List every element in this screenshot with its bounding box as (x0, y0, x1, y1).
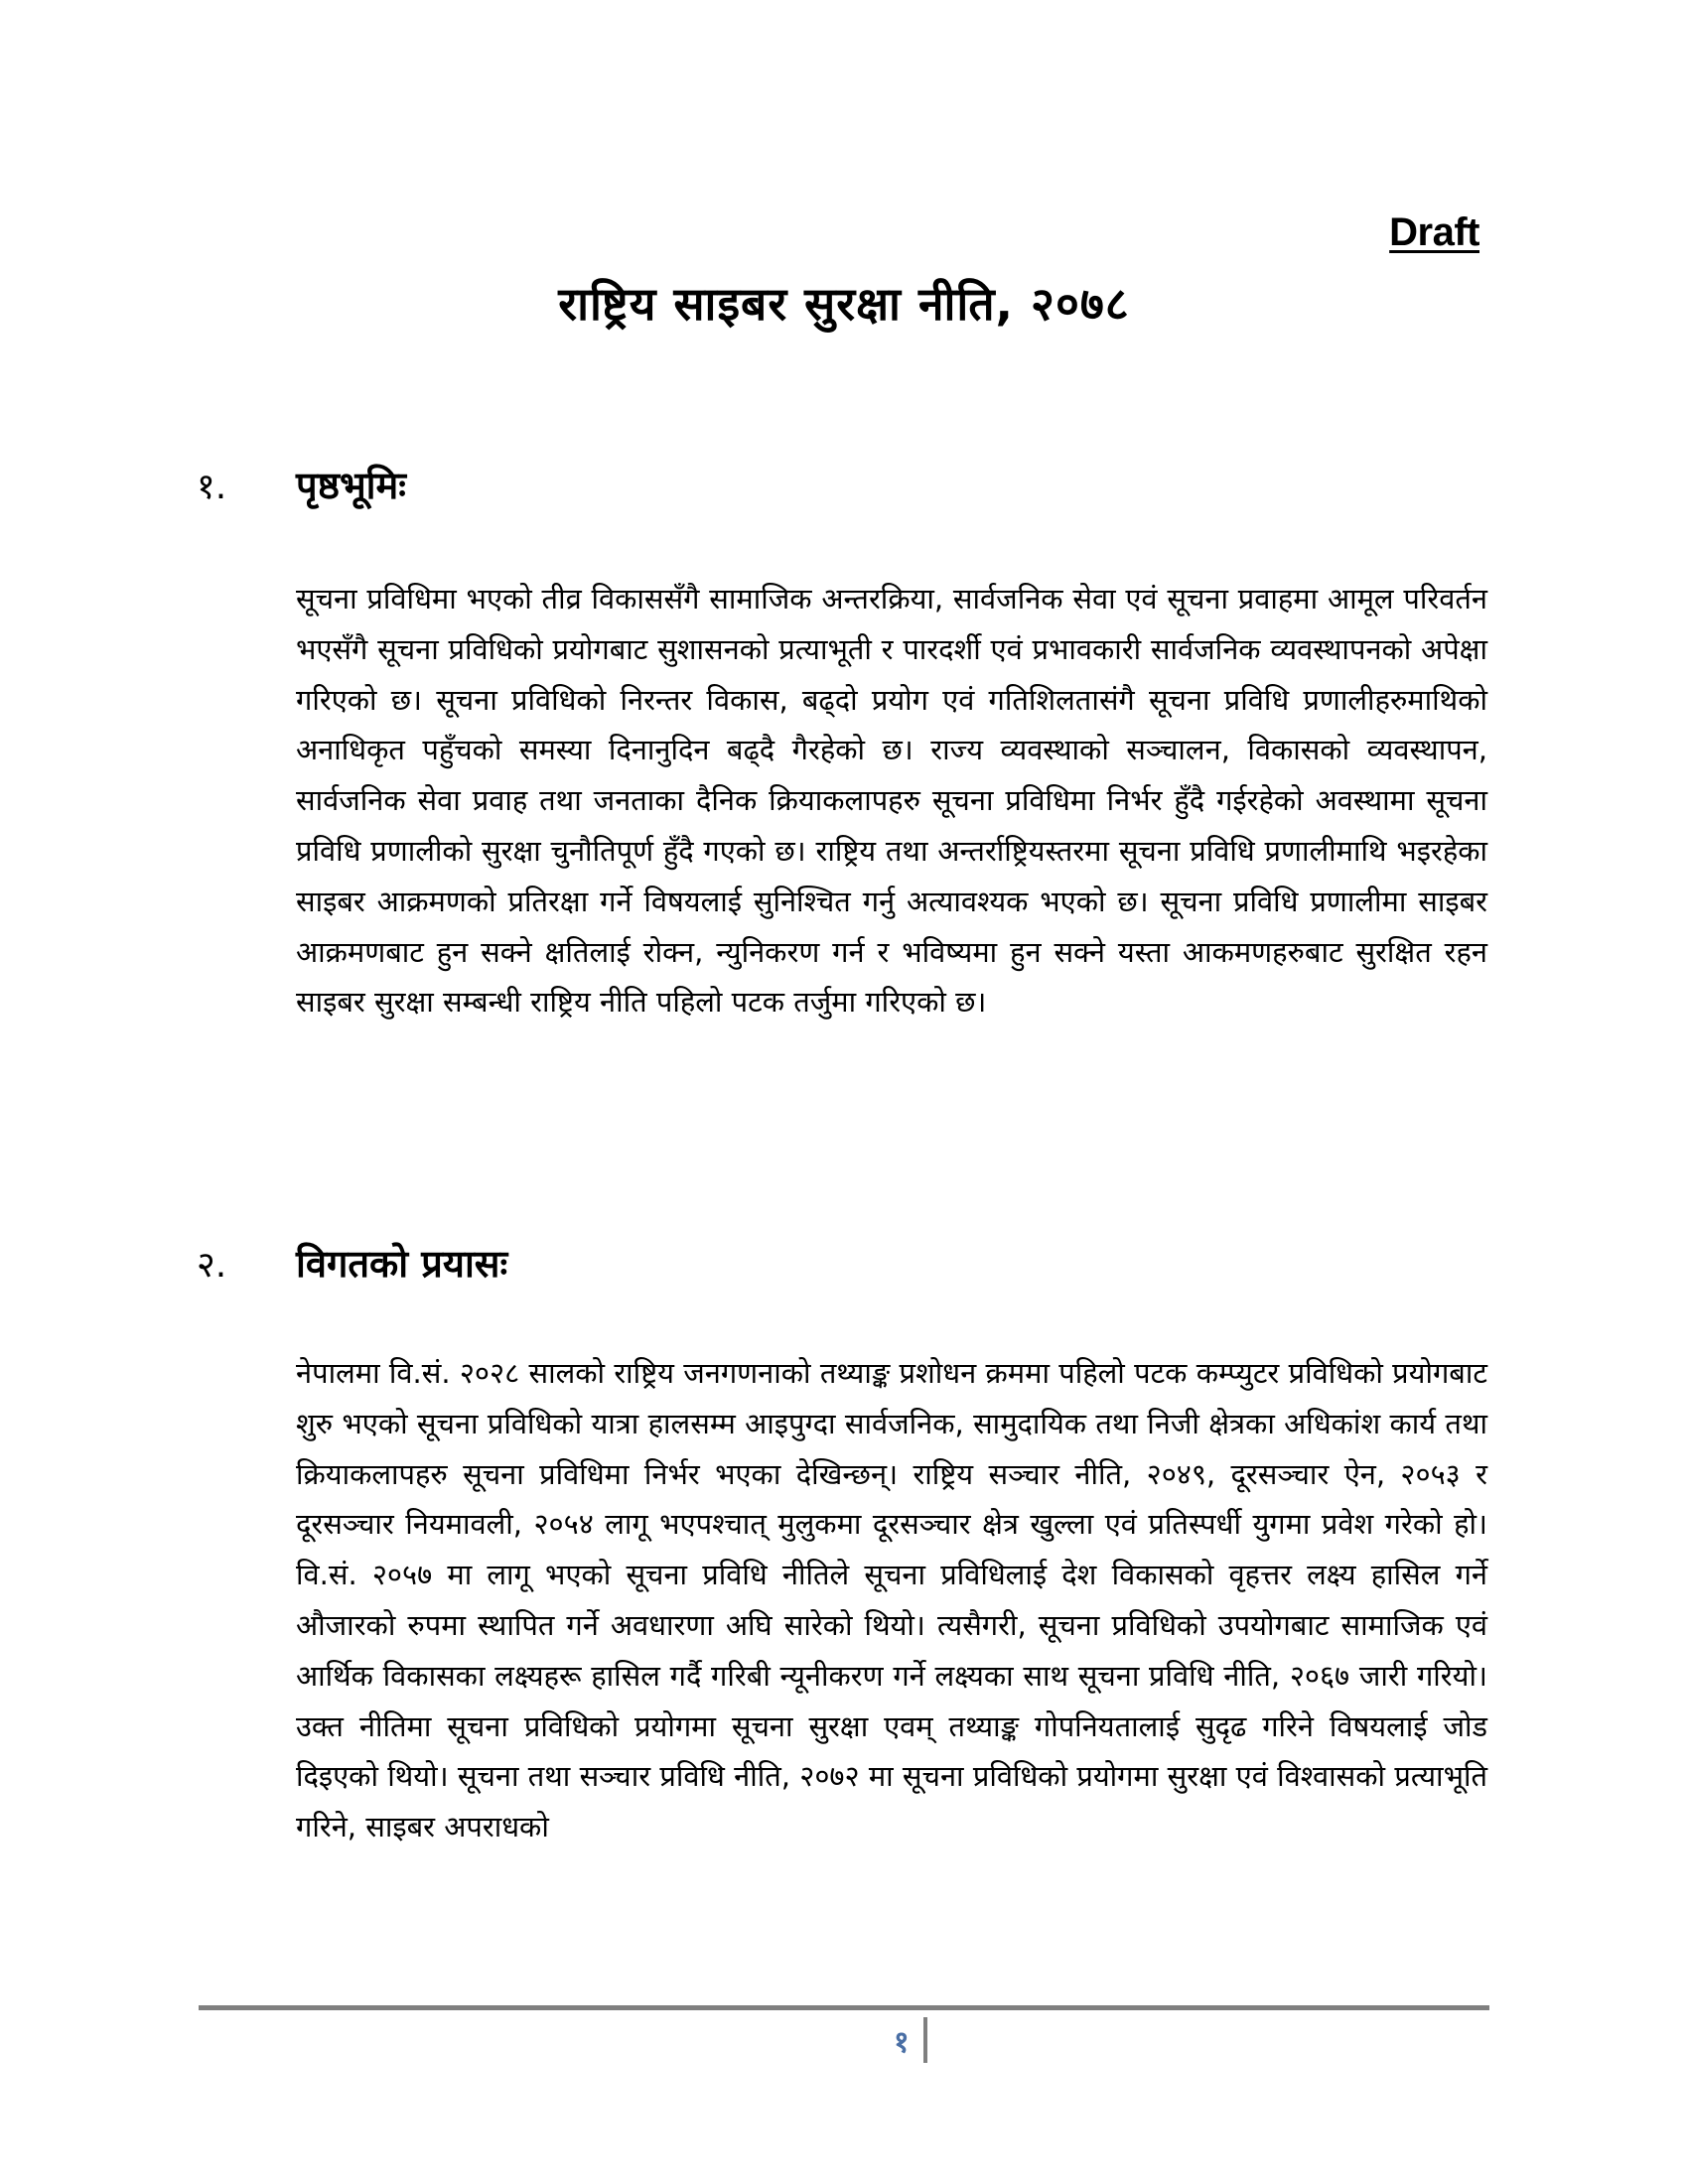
page-number: १ (894, 2024, 910, 2060)
section-number: १. (197, 467, 227, 507)
page-footer (894, 2017, 927, 2063)
section-paragraph-past-efforts: नेपालमा वि.सं. २०२८ सालको राष्ट्रिय जनगणनाको तथ्याङ्क प्रशोधन क्रममा पहिलो पटक कम्प्युटर प्रविधिको प्रयोगबाट शुरु भएको सूचना प्रविधिको यात्रा हालसम्म आइपुग्दा सार्वजनिक, सामुदायिक तथा निजी क्षेत्रका अधिकांश कार्य तथा क्रियाकलापहरु सूचना प्रविधिमा निर्भर भएका देखिन्छन्। राष्ट्रिय सञ्चार नीति, २०४९, दूरसञ्चार ऐन, २०५३ र दूरसञ्चार नियमावली, २०५४ लागू भएपश्चात् मुलुकमा दूरसञ्चार क्षेत्र खुल्ला एवं प्रतिस्पर्धी युगमा प्रवेश गरेको हो। वि.सं. २०५७ मा लागू भएको सूचना प्रविधि नीतिले सूचना प्रविधिलाई देश विकासको वृहत्तर लक्ष्य हासिल गर्ने औजारको रुपमा स्थापित गर्ने अवधारणा अघि सारेको थियो। त्यसैगरी, सूचना प्रविधिको उपयोगबाट सामाजिक एवं आर्थिक विकासका लक्ष्यहरू हासिल गर्दै गरिबी न्यूनीकरण गर्ने लक्ष्यका साथ सूचना प्रविधि नीति, २०६७ जारी गरियो। उक्त नीतिमा सूचना प्रविधिको प्रयोगमा सूचना सुरक्षा एवम् तथ्याङ्क गोपनियतालाई सुदृढ गरिने विषयलाई जोड दिइएको थियो। सूचना तथा सञ्चार प्रविधि नीति, २०७२ मा सूचना प्रविधिको प्रयोगमा सुरक्षा एवं विश्वासको प्रत्याभूति गरिने, साइबर अपराधको (296, 1356, 1487, 1844)
section-title: पृष्ठभूमिः (296, 464, 406, 507)
section-heading-background (197, 459, 406, 510)
section-heading-past-efforts (197, 1237, 507, 1289)
section-paragraph-background: सूचना प्रविधिमा भएको तीव्र विकाससँगै सामाजिक अन्तरक्रिया, सार्वजनिक सेवा एवं सूचना प्रवाहमा आमूल परिवर्तन भएसँगै सूचना प्रविधिको प्रयोगबाट सुशासनको प्रत्याभूती र पारदर्शी एवं प्रभावकारी सार्वजनिक व्यवस्थापनको अपेक्षा गरिएको छ। सूचना प्रविधिको निरन्तर विकास, बढ्दो प्रयोग एवं गतिशिलतासंगै सूचना प्रविधि प्रणालीहरुमाथिको अनाधिकृत पहुँचको समस्या दिनानुदिन बढ्दै गैरहेको छ। राज्य व्यवस्थाको सञ्चालन, विकासको व्यवस्थापन, सार्वजनिक सेवा प्रवाह तथा जनताका दैनिक क्रियाकलापहरु सूचना प्रविधिमा निर्भर हुँदै गईरहेको अवस्थामा सूचना प्रविधि प्रणालीको सुरक्षा चुनौतिपूर्ण हुँदै गएको छ। राष्ट्रिय तथा अन्तर्राष्ट्रियस्तरमा सूचना प्रविधि प्रणालीमाथि भइरहेका साइबर आक्रमणको प्रतिरक्षा गर्ने विषयलाई सुनिश्चित गर्नु अत्यावश्यक भएको छ। सूचना प्रविधि प्रणालीमा साइबर आक्रमणबाट हुन सक्ने क्षतिलाई रोक्न, न्युनिकरण गर्न र भविष्यमा हुन सक्ने यस्ता आकमणहरुबाट सुरक्षित रहन साइबर सुरक्षा सम्बन्धी राष्ट्रिय नीति पहिलो पटक तर्जुमा गरिएको छ। (296, 582, 1487, 1020)
section-number: २. (197, 1245, 227, 1286)
section-title: विगतको प्रयासः (296, 1242, 508, 1286)
page-number-separator (923, 2017, 927, 2063)
document-title: राष्ट्रिय साइबर सुरक्षा नीति, २०७८ (558, 277, 1130, 331)
footer-divider (199, 2005, 1489, 2010)
draft-label: Draft (1389, 210, 1479, 254)
